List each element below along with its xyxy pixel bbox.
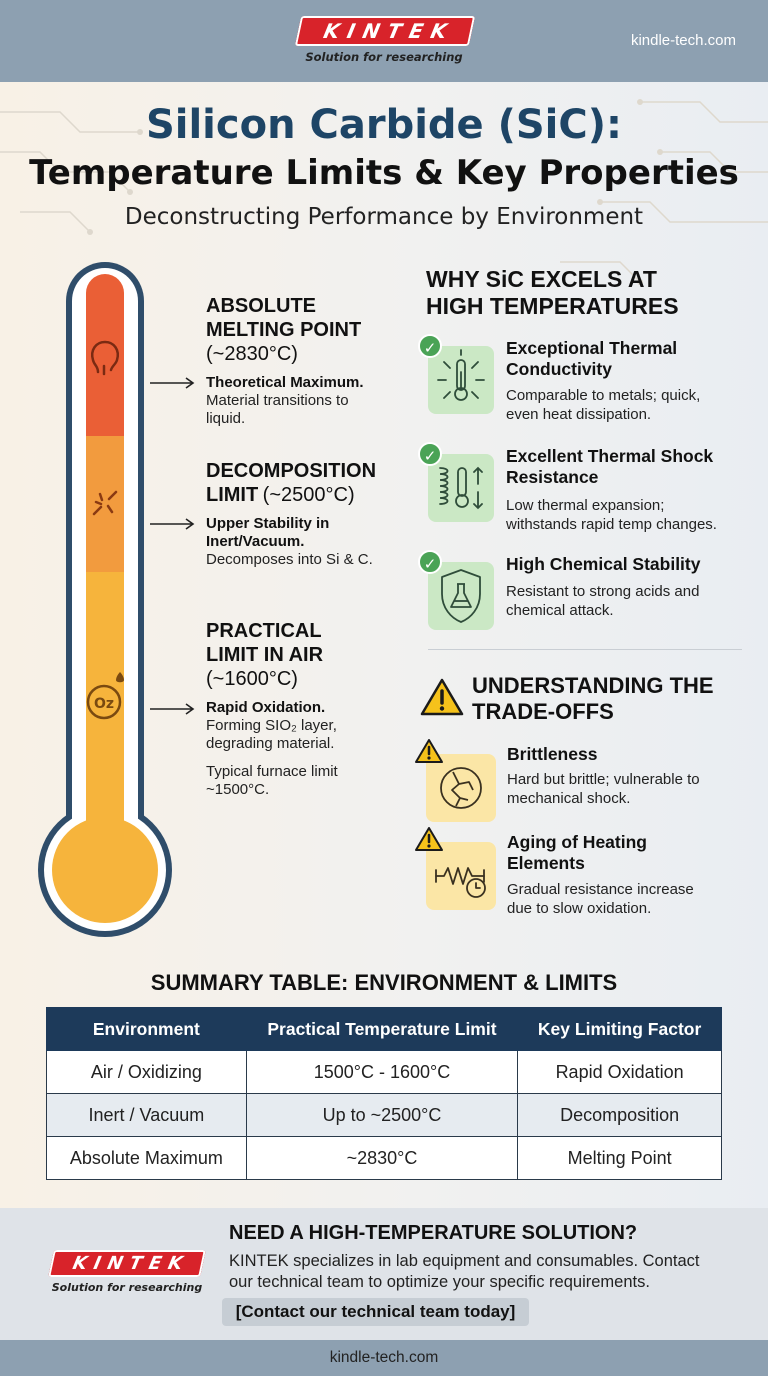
svg-text:Oz: Oz [93, 696, 115, 712]
table-row [47, 1051, 722, 1094]
tradeoffs-section-title: UNDERSTANDING THE TRADE-OFFS [472, 673, 714, 724]
footer-url-link[interactable]: kindle-tech.com [0, 1340, 768, 1376]
summary-table [46, 1007, 722, 1180]
thermometer-bulb [52, 817, 158, 923]
table-cell: 1500°C - 1600°C [246, 1051, 518, 1094]
logo-tagline: Solution for researching [305, 50, 463, 64]
cta-title: NEED A HIGH-TEMPERATURE SOLUTION? [229, 1222, 638, 1244]
spring-thermometer-icon [428, 454, 494, 522]
summary-table-title: SUMMARY TABLE: ENVIRONMENT & LIMITS [150, 970, 618, 995]
logo-wordmark: KINTEK [295, 16, 476, 46]
kintek-logo-footer[interactable] [44, 1250, 210, 1294]
why-section-title: WHY SiC EXCELS AT HIGH TEMPERATURES [426, 266, 679, 319]
cta-text: KINTEK specializes in lab equipment and consumables. Contact our technical team to optimize your specific requirements. [229, 1252, 700, 1291]
thermometer-zone-decomposition [86, 436, 124, 572]
header-url-link[interactable]: kindle-tech.com [630, 32, 736, 49]
practical-limit-air-label: PRACTICAL LIMIT IN AIR (~1600°C) Rapid Oxidation. Forming SIO₂ layer, degrading material. Typical furnace limit ~1500°C. [206, 620, 338, 798]
table-header-row [47, 1008, 722, 1051]
logo-tagline: Solution for researching [51, 1281, 203, 1294]
column-header: Key Limiting Factor [518, 1008, 722, 1051]
checkmark-icon: ✓ [418, 442, 442, 466]
tradeoff-aging-elements: Aging of Heating Elements Gradual resistance increase due to slow oxidation. [414, 832, 750, 922]
contact-team-button[interactable]: [Contact our technical team today] [222, 1298, 529, 1326]
table-cell: Absolute Maximum [47, 1137, 247, 1180]
page-subtitle: Deconstructing Performance by Environment [124, 204, 644, 230]
table-row [47, 1094, 722, 1137]
feature-thermal-shock: ✓ Excellent Thermal Shock Resistance Low thermal expansion; withstands rapid temp changes. [418, 446, 748, 536]
table-cell: ~2830°C [246, 1137, 518, 1180]
warning-icon [414, 738, 444, 764]
table-cell: Rapid Oxidation [518, 1051, 722, 1094]
shield-flask-icon [428, 562, 494, 630]
table-cell: Decomposition [518, 1094, 722, 1137]
cracked-surface-icon [426, 754, 496, 822]
kintek-logo[interactable] [298, 16, 470, 70]
page-title: Silicon Carbide (SiC): [145, 102, 623, 148]
table-cell: Inert / Vacuum [47, 1094, 247, 1137]
warning-icon [414, 826, 444, 852]
thermometer-radiating-icon [428, 346, 494, 414]
table-row [47, 1137, 722, 1180]
checkmark-icon: ✓ [418, 550, 442, 574]
table-cell: Up to ~2500°C [246, 1094, 518, 1137]
melting-point-label: ABSOLUTE MELTING POINT (~2830°C) Theoretical Maximum. Material transitions to liquid. [206, 295, 364, 427]
feature-thermal-conductivity: ✓ Exceptional Thermal Conductivity Comparable to metals; quick, even heat dissipation. [418, 338, 748, 428]
feature-chemical-stability: ✓ High Chemical Stability Resistant to strong acids and chemical attack. [418, 554, 748, 644]
table-cell: Air / Oxidizing [47, 1051, 247, 1094]
arrow-icon [150, 377, 196, 389]
page-title-line2: Temperature Limits & Key Properties [29, 153, 739, 193]
checkmark-icon: ✓ [418, 334, 442, 358]
tradeoff-brittleness: Brittleness Hard but brittle; vulnerable to mechanical shock. [414, 744, 750, 834]
decomposition-limit-label: DECOMPOSITION LIMIT (~2500°C) Upper Stability in Inert/Vacuum. Decomposes into Si & C. [206, 460, 377, 568]
logo-wordmark: KINTEK [48, 1250, 206, 1277]
arrow-icon [150, 518, 196, 530]
thermometer-graphic [38, 262, 172, 942]
warning-icon [420, 677, 464, 717]
resistor-clock-icon [426, 842, 496, 910]
arrow-icon [150, 703, 196, 715]
column-header: Environment [47, 1008, 247, 1051]
section-divider [428, 649, 742, 650]
table-cell: Melting Point [518, 1137, 722, 1180]
column-header: Practical Temperature Limit [246, 1008, 518, 1051]
